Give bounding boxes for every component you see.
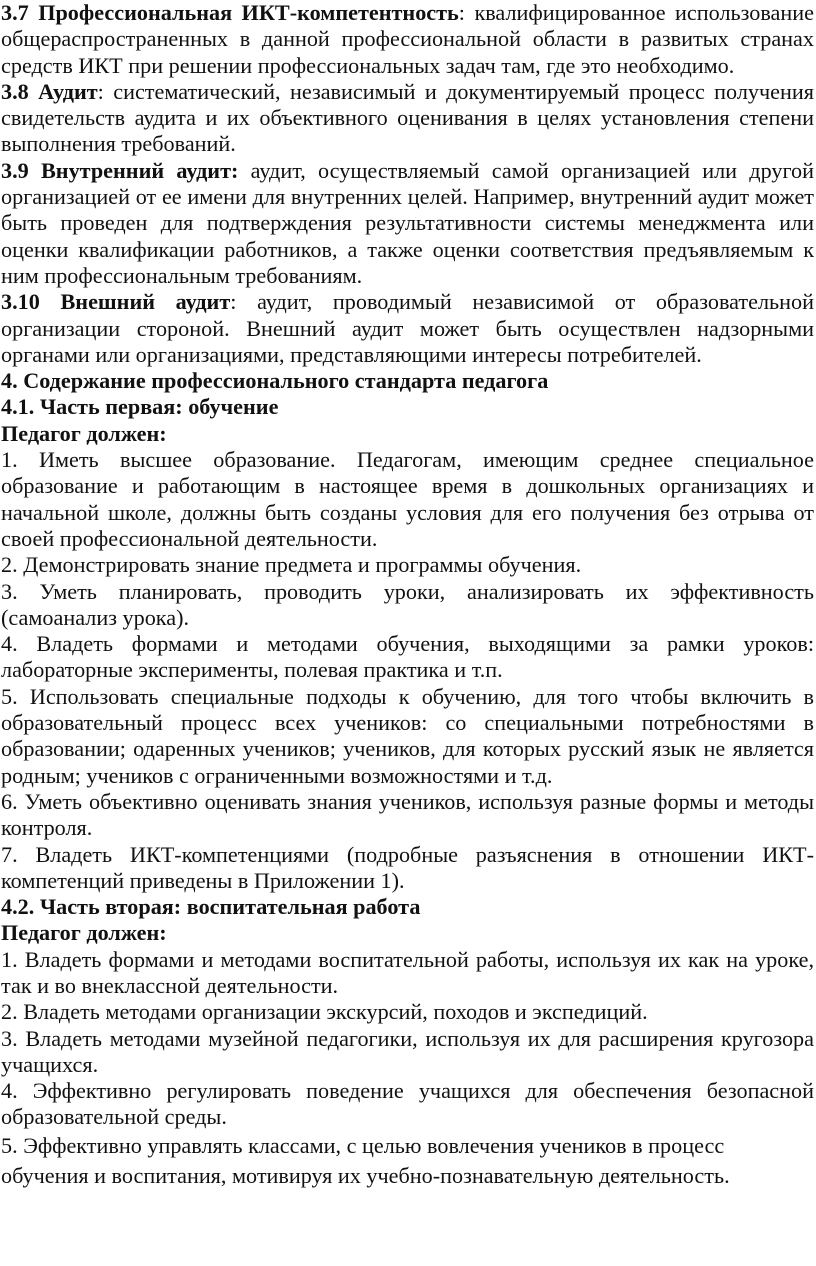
part2-item-5: 5. Эффективно управлять классами, с целью вовлечения учеников в процесс обучения и воспитания, мотивируя их учебно-познавательную деятельность.	[1, 1132, 730, 1188]
part2-item-3: 3. Владеть методами музейной педагогики, используя их для расширения кругозора учащихся.	[1, 1025, 814, 1077]
part1-item-5: 5. Использовать специальные подходы к обучению, для того чтобы включить в образовательный процесс всех учеников: со специальными потребностями в образовании; одаренных учеников; учеников, для которых русский язык не является родным; учеников с ограниченными возможностями и т.д.	[1, 683, 814, 788]
definition-separator: :	[230, 289, 237, 315]
definition-term: 3.7 Профессиональная ИКТ-компетентность	[1, 0, 459, 25]
part1-item-2: 2. Демонстрировать знание предмета и программы обучения.	[1, 552, 582, 578]
part1-heading: 4.1. Часть первая: обучение	[1, 394, 279, 420]
definition-separator: :	[458, 0, 465, 25]
definition-text: квалифицированное использование общераспространенных в данной профессиональной области в развитых странах средств ИКТ при решении профессиональных задач там, где это необходимо.	[1, 0, 814, 78]
section-heading: 4. Содержание профессионального стандарта педагога	[1, 368, 549, 394]
part2-item-2: 2. Владеть методами организации экскурсий, походов и экспедиций.	[1, 999, 648, 1025]
part2-heading: 4.2. Часть вторая: воспитательная работа	[1, 894, 421, 920]
definition-text: систематический, независимый и документируемый процесс получения свидетельств аудита и их объективного оценивания в целях установления степени выполнения требований.	[1, 78, 814, 157]
definition-3-9	[1, 158, 814, 289]
definition-3-8	[1, 79, 814, 158]
part1-item-4: 4. Владеть формами и методами обучения, выходящими за рамки уроков: лабораторные эксперименты, полевая практика и т.п.	[1, 631, 814, 683]
part2-item-4: 4. Эффективно регулировать поведение учащихся для обеспечения безопасной образовательной среды.	[1, 1078, 814, 1130]
definition-text: аудит, осуществляемый самой организацией или другой организацией от ее имени для внутренних целей. Например, внутренний аудит может быть проведен для подтверждения результативности системы менеджмента или оценки квалификации работников, а также оценки соответствия предъявляемым к ним профессиональным требованиям.	[1, 157, 814, 288]
part1-item-3: 3. Уметь планировать, проводить уроки, анализировать их эффективность (самоанализ урока).	[1, 578, 814, 630]
part2-subheading: Педагог должен:	[1, 920, 167, 946]
definition-3-7	[1, 0, 814, 79]
part1-subheading: Педагог должен:	[1, 420, 167, 446]
definition-text: аудит, проводимый независимой от образовательной организации стороной. Внешний аудит может быть осуществлен надзорными органами или организациями, представляющими интересы потребителей.	[1, 289, 814, 367]
definition-term: 3.10 Внешний аудит	[1, 289, 231, 315]
definition-term: 3.8 Аудит	[1, 78, 98, 104]
definition-term: 3.9 Внутренний аудит:	[1, 157, 239, 183]
part1-item-1: 1. Иметь высшее образование. Педагогам, имеющим среднее специальное образование и работающим в настоящее время в дошкольных организациях и начальной школе, должны быть созданы условия для его получения без отрыва от своей профессиональной деятельности.	[1, 447, 814, 551]
part1-item-6: 6. Уметь объективно оценивать знания учеников, используя разные формы и методы контроля.	[1, 788, 814, 841]
definition-3-10	[1, 289, 814, 368]
part2-item-1: 1. Владеть формами и методами воспитательной работы, используя их как на уроке, так и во внеклассной деятельности.	[1, 946, 814, 998]
part1-item-7: 7. Владеть ИКТ-компетенциями (подробные разъяснения в отношении ИКТ-компетенций приведены в Приложении 1).	[1, 841, 814, 893]
definition-separator: :	[97, 78, 104, 104]
